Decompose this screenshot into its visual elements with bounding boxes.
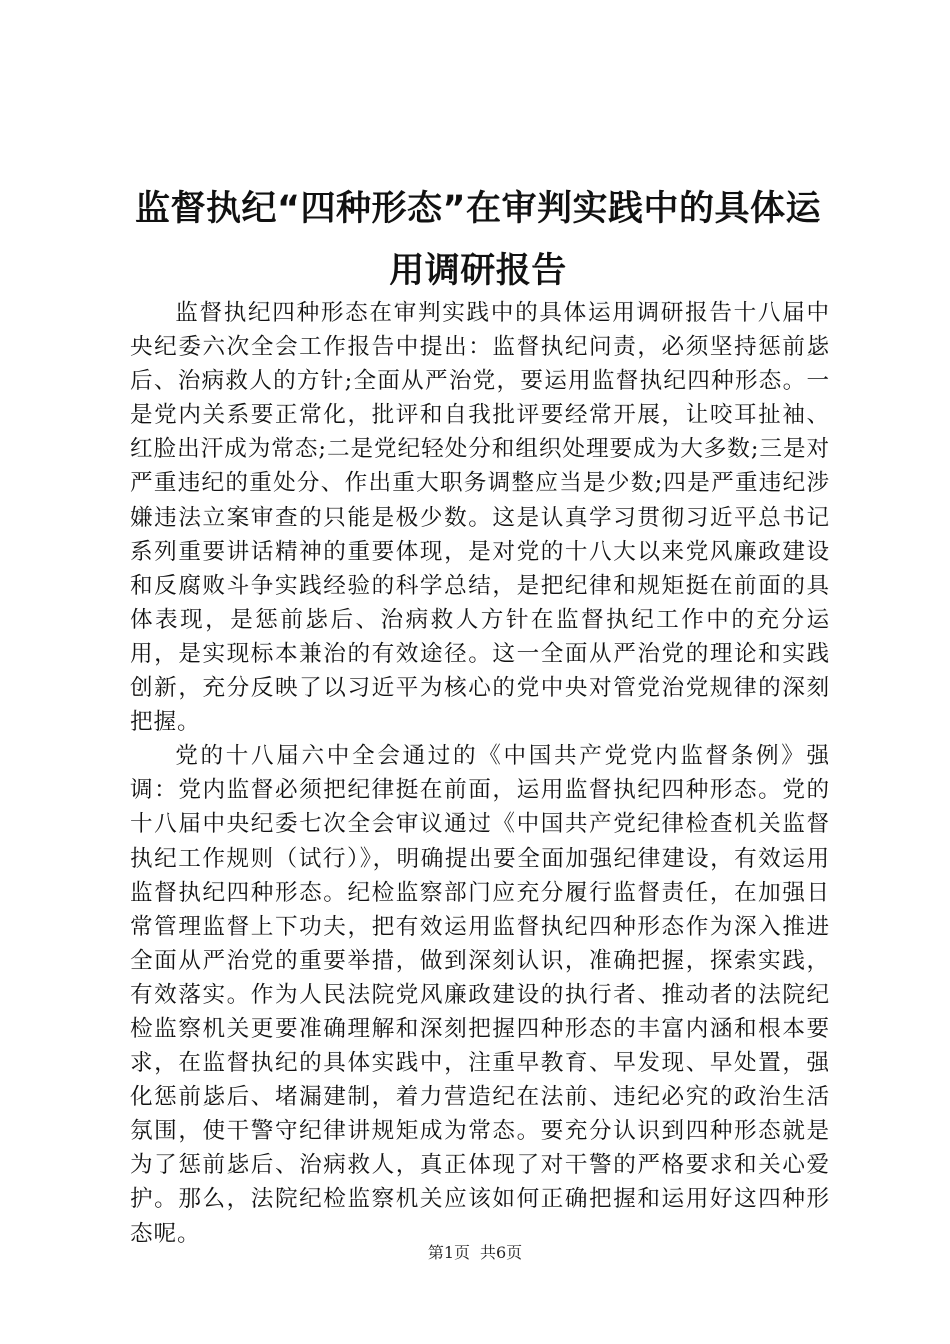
paragraph-1: 监督执纪四种形态在审判实践中的具体运用调研报告十八届中央纪委六次全会工作报告中提出：监督执纪问责，必须坚持惩前毖后、治病救人的方针;全面从严治党，要运用监督执纪四种形态。一是党内关系要正常化，批评和自我批评要经常开展，让咬耳扯袖、红脸出汗成为常态;二是党纪轻处分和组织处理要成为大多数;三是对严重违纪的重处分、作出重大职务调整应当是少数;四是严重违纪涉嫌违法立案审查的只能是极少数。这是认真学习贯彻习近平总书记系列重要讲话精神的重要体现，是对党的十八大以来党风廉政建设和反腐败斗争实践经验的科学总结，是把纪律和规矩挺在前面的具体表现，是惩前毖后、治病救人方针在监督执纪工作中的充分运用，是实现标本兼治的有效途径。这一全面从严治党的理论和实践创新，充分反映了以习近平为核心的党中央对管党治党规律的深刻把握。 bbox=[130, 300, 830, 736]
document-body bbox=[130, 296, 830, 1251]
page-total: 共6页 bbox=[480, 1243, 523, 1262]
page-number: 第1页 bbox=[427, 1243, 470, 1262]
document-title: 监督执纪“四种形态”在审判实践中的具体运用调研报告 bbox=[134, 189, 821, 291]
paragraph-2: 党的十八届六中全会通过的《中国共产党党内监督条例》强调：党内监督必须把纪律挺在前面，运用监督执纪四种形态。党的十八届中央纪委七次全会审议通过《中国共产党纪律检查机关监督执纪工作规则（试行）》，明确提出要全面加强纪律建设，有效运用监督执纪四种形态。纪检监察部门应充分履行监督责任，在加强日常管理监督上下功夫，把有效运用监督执纪四种形态作为深入推进全面从严治党的重要举措，做到深刻认识，准确把握，探索实践，有效落实。作为人民法院党风廉政建设的执行者、推动者的法院纪检监察机关更要准确理解和深刻把握四种形态的丰富内涵和根本要求，在监督执纪的具体实践中，注重早教育、早发现、早处置，强化惩前毖后、堵漏建制，着力营造纪在法前、违纪必究的政治生活氛围，使干警守纪律讲规矩成为常态。要充分认识到四种形态就是为了惩前毖后、治病救人，真正体现了对干警的严格要求和关心爱护。那么，法院纪检监察机关应该如何正确把握和运用好这四种形态呢。 bbox=[130, 743, 830, 1247]
page-footer bbox=[0, 1243, 950, 1263]
